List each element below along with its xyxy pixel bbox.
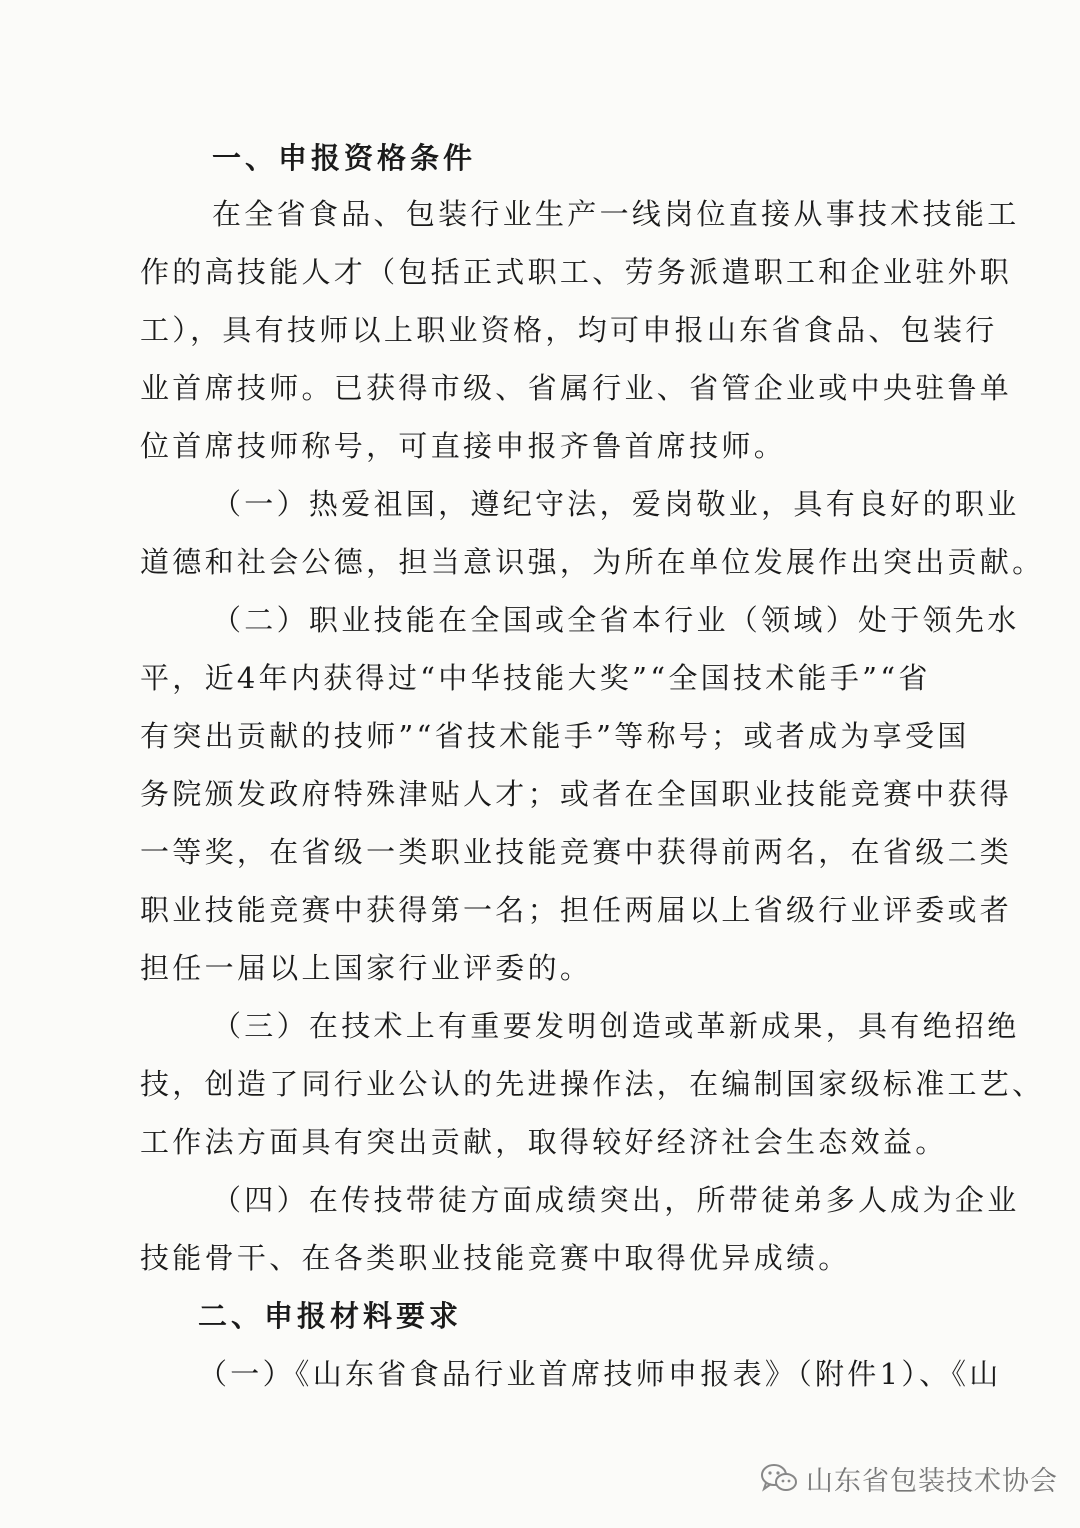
paragraph-line: 作的高技能人才（包括正式职工、劳务派遣职工和企业驻外职 bbox=[140, 255, 1013, 289]
section-heading-materials: 二、申报材料要求 bbox=[198, 1299, 463, 1333]
section-heading-eligibility: 一、申报资格条件 bbox=[212, 141, 477, 175]
paragraph-line: 平，近4年内获得过“中华技能大奖”“全国技术能手”“省 bbox=[140, 661, 931, 695]
watermark-text: 山东省包装技术协会 bbox=[806, 1465, 1058, 1497]
paragraph-line: 务院颁发政府特殊津贴人才；或者在全国职业技能竞赛中获得 bbox=[140, 777, 1013, 811]
paragraph-line: （二）职业技能在全国或全省本行业（领域）处于领先水 bbox=[212, 603, 1020, 637]
paragraph-line: 道德和社会公德，担当意识强，为所在单位发展作出突出贡献。 bbox=[140, 545, 1045, 579]
paragraph-line: （一）热爱祖国，遵纪守法，爱岗敬业，具有良好的职业 bbox=[212, 487, 1020, 521]
paragraph-line: （一）《山东省食品行业首席技师申报表》（附件1）、《山 bbox=[198, 1357, 1002, 1391]
paragraph-line: （三）在技术上有重要发明创造或革新成果，具有绝招绝 bbox=[212, 1009, 1020, 1043]
paragraph-line: 一等奖，在省级一类职业技能竞赛中获得前两名，在省级二类 bbox=[140, 835, 1013, 869]
paragraph-line: 位首席技师称号，可直接申报齐鲁首席技师。 bbox=[140, 429, 787, 463]
paragraph-line: 有突出贡献的技师”“省技术能手”等称号；或者成为享受国 bbox=[140, 719, 970, 753]
paragraph-line: （四）在传技带徒方面成绩突出，所带徒弟多人成为企业 bbox=[212, 1183, 1020, 1217]
paragraph-line: 工），具有技师以上职业资格，均可申报山东省食品、包装行 bbox=[140, 313, 998, 347]
paragraph-line: 职业技能竞赛中获得第一名；担任两届以上省级行业评委或者 bbox=[140, 893, 1013, 927]
wechat-icon bbox=[760, 1462, 798, 1494]
paragraph-line: 工作法方面具有突出贡献，取得较好经济社会生态效益。 bbox=[140, 1125, 948, 1159]
paragraph-line: 业首席技师。已获得市级、省属行业、省管企业或中央驻鲁单 bbox=[140, 371, 1013, 405]
watermark bbox=[760, 1456, 1060, 1500]
paragraph-line: 担任一届以上国家行业评委的。 bbox=[140, 951, 593, 985]
paragraph-line: 在全省食品、包装行业生产一线岗位直接从事技术技能工 bbox=[212, 197, 1020, 231]
paragraph-line: 技，创造了同行业公认的先进操作法，在编制国家级标准工艺、 bbox=[140, 1067, 1045, 1101]
paragraph-line: 技能骨干、在各类职业技能竞赛中取得优异成绩。 bbox=[140, 1241, 851, 1275]
